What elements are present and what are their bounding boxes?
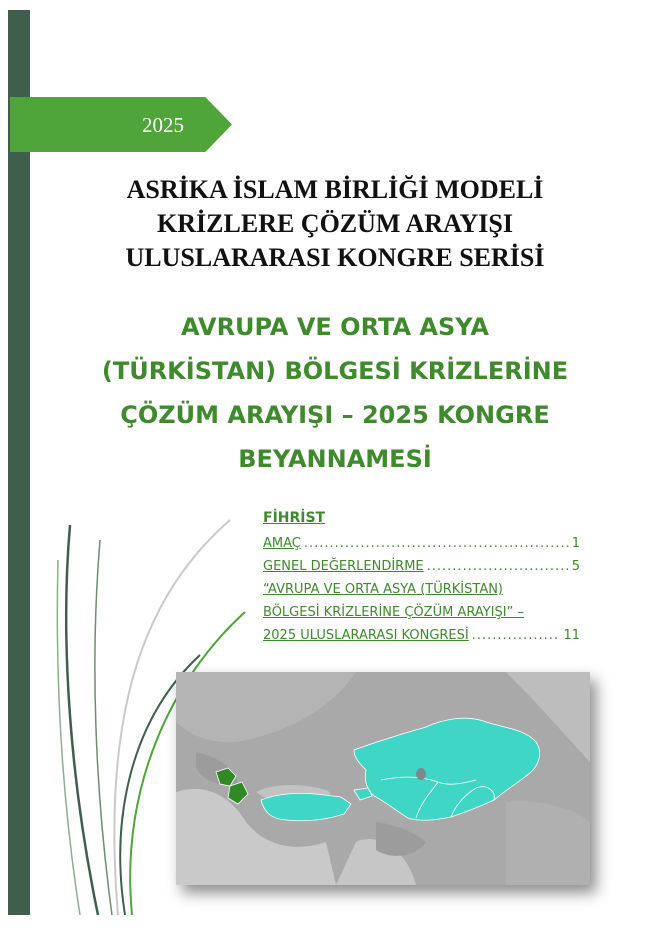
toc-leader [427, 555, 569, 578]
series-title-line: ULUSLARARASI KONGRE SERİSİ [125, 243, 545, 272]
toc-entry-label[interactable]: AMAÇ [263, 536, 301, 551]
toc-page-number: 1 [571, 536, 580, 551]
table-of-contents [263, 510, 580, 647]
region-map-graphic [176, 672, 590, 885]
toc-entry-genel-degerlendirme[interactable] [263, 555, 580, 578]
series-title-line: KRİZLERE ÇÖZÜM ARAYIŞI [157, 209, 513, 238]
series-title-line: ASRİKA İSLAM BİRLİĞİ MODELİ [126, 175, 544, 204]
main-title-line: (TÜRKİSTAN) BÖLGESİ KRİZLERİNE [101, 357, 569, 385]
main-title-line: BEYANNAMESİ [238, 445, 432, 473]
toc-page-number: 5 [571, 559, 580, 574]
toc-entry-kongre[interactable] [263, 578, 580, 647]
region-map [176, 672, 590, 885]
toc-entry-label-line[interactable]: BÖLGESİ KRİZLERİNE ÇÖZÜM ARAYIŞI” – [263, 605, 524, 620]
main-title [60, 305, 610, 481]
toc-heading: FİHRİST [263, 510, 326, 526]
toc-entry-label-line[interactable]: “AVRUPA VE ORTA ASYA (TÜRKİSTAN) [263, 582, 504, 597]
year-label: 2025 [142, 113, 184, 137]
toc-leader [472, 624, 561, 647]
main-title-line: ÇÖZÜM ARAYIŞI – 2025 KONGRE [120, 401, 550, 429]
toc-entry-label[interactable]: GENEL DEĞERLENDİRME [263, 559, 424, 574]
toc-entry-amac[interactable] [263, 532, 580, 555]
series-title [60, 173, 610, 275]
toc-page-number: 11 [563, 628, 580, 643]
toc-entry-label-line[interactable]: 2025 ULUSLARARASI KONGRESİ [263, 628, 469, 643]
main-title-line: AVRUPA VE ORTA ASYA [181, 313, 489, 341]
toc-leader [304, 532, 569, 555]
